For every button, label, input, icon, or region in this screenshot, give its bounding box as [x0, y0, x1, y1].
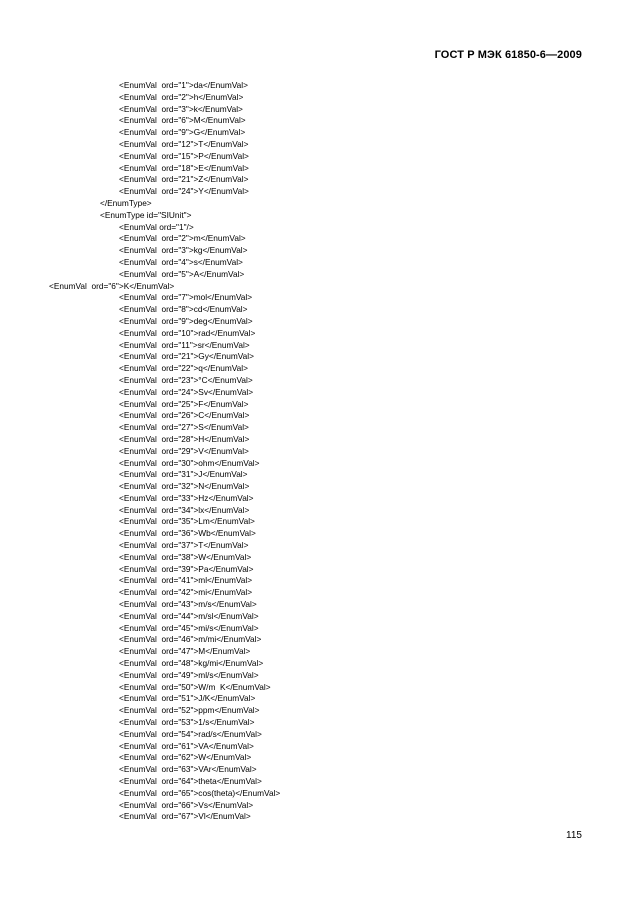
code-line: <EnumVal ord="27">S</EnumVal> [119, 422, 249, 433]
code-line: <EnumVal ord="45">mi/s</EnumVal> [119, 622, 259, 633]
xml-code-listing [0, 80, 630, 823]
code-line: </EnumType> [100, 197, 152, 208]
code-line: <EnumVal ord="44">m/sl</EnumVal> [119, 610, 259, 621]
code-line: <EnumVal ord="64">theta</EnumVal> [119, 776, 262, 787]
code-line: <EnumVal ord="38">W</EnumVal> [119, 551, 252, 562]
code-line: <EnumVal ord="4">s</EnumVal> [119, 256, 243, 267]
code-line: <EnumVal ord="24">Sv</EnumVal> [119, 386, 254, 397]
code-line: <EnumVal ord="9">deg</EnumVal> [119, 315, 253, 326]
code-line: <EnumVal ord="18">E</EnumVal> [119, 162, 249, 173]
code-line: <EnumVal ord="11">sr</EnumVal> [119, 339, 250, 350]
code-line: <EnumVal ord="15">P</EnumVal> [119, 150, 249, 161]
code-line: <EnumVal ord="25">F</EnumVal> [119, 398, 249, 409]
code-line: <EnumVal ord="10">rad</EnumVal> [119, 327, 256, 338]
code-line: <EnumVal ord="36">Wb</EnumVal> [119, 528, 256, 539]
code-line: <EnumVal ord="29">V</EnumVal> [119, 445, 249, 456]
code-line: <EnumVal ord="9">G</EnumVal> [119, 127, 246, 138]
code-line: <EnumVal ord="43">m/s</EnumVal> [119, 599, 257, 610]
code-line: <EnumVal ord="7">mol</EnumVal> [119, 292, 253, 303]
code-line: <EnumVal ord="47">M</EnumVal> [119, 646, 251, 657]
code-line: <EnumVal ord="12">T</EnumVal> [119, 138, 249, 149]
code-line: <EnumVal ord="52">ppm</EnumVal> [119, 705, 260, 716]
code-line: <EnumVal ord="51">J/K</EnumVal> [119, 693, 256, 704]
code-line: <EnumVal ord="6">K</EnumVal> [49, 280, 175, 291]
code-line: <EnumVal ord="1"/> [119, 221, 194, 232]
code-line: <EnumVal ord="24">Y</EnumVal> [119, 186, 249, 197]
code-line: <EnumVal ord="39">Pa</EnumVal> [119, 563, 254, 574]
code-line: <EnumVal ord="21">Gy</EnumVal> [119, 351, 254, 362]
code-line: <EnumVal ord="50">W/m K</EnumVal> [119, 681, 271, 692]
code-line: <EnumVal ord="35">Lm</EnumVal> [119, 516, 255, 527]
code-line: <EnumVal ord="42">mi</EnumVal> [119, 587, 253, 598]
code-line: <EnumVal ord="8">cd</EnumVal> [119, 304, 248, 315]
code-line: <EnumVal ord="3">k</EnumVal> [119, 103, 243, 114]
code-line: <EnumVal ord="65">cos(theta)</EnumVal> [119, 787, 281, 798]
code-line: <EnumVal ord="28">H</EnumVal> [119, 433, 250, 444]
code-line: <EnumVal ord="23">°C</EnumVal> [119, 374, 253, 385]
code-line: <EnumVal ord="67">Vl</EnumVal> [119, 811, 251, 822]
code-line: <EnumType id="SIUnit"> [100, 209, 192, 220]
code-line: <EnumVal ord="53">1/s</EnumVal> [119, 717, 255, 728]
page-number: 115 [566, 830, 582, 841]
code-line: <EnumVal ord="22">q</EnumVal> [119, 363, 248, 374]
code-line: <EnumVal ord="63">VAr</EnumVal> [119, 764, 257, 775]
code-line: <EnumVal ord="41">ml</EnumVal> [119, 575, 253, 586]
code-line: <EnumVal ord="5">A</EnumVal> [119, 268, 245, 279]
code-line: <EnumVal ord="62">W</EnumVal> [119, 752, 252, 763]
code-line: <EnumVal ord="1">da</EnumVal> [119, 80, 248, 90]
code-line: <EnumVal ord="48">kg/mi</EnumVal> [119, 658, 264, 669]
code-line: <EnumVal ord="31">J</EnumVal> [119, 469, 248, 480]
code-line: <EnumVal ord="46">m/mi</EnumVal> [119, 634, 262, 645]
code-line: <EnumVal ord="34">lx</EnumVal> [119, 504, 250, 515]
document-header: ГОСТ Р МЭК 61850-6—2009 [434, 49, 582, 61]
code-line: <EnumVal ord="49">ml/s</EnumVal> [119, 669, 259, 680]
code-line: <EnumVal ord="32">N</EnumVal> [119, 481, 250, 492]
code-line: <EnumVal ord="30">ohm</EnumVal> [119, 457, 260, 468]
code-line: <EnumVal ord="26">C</EnumVal> [119, 410, 250, 421]
code-line: <EnumVal ord="37">T</EnumVal> [119, 540, 249, 551]
code-line: <EnumVal ord="33">Hz</EnumVal> [119, 492, 254, 503]
code-line: <EnumVal ord="66">Vs</EnumVal> [119, 799, 254, 810]
code-line: <EnumVal ord="2">m</EnumVal> [119, 233, 246, 244]
code-line: <EnumVal ord="21">Z</EnumVal> [119, 174, 249, 185]
code-line: <EnumVal ord="3">kg</EnumVal> [119, 245, 248, 256]
code-line: <EnumVal ord="2">h</EnumVal> [119, 91, 244, 102]
code-line: <EnumVal ord="54">rad/s</EnumVal> [119, 728, 262, 739]
code-line: <EnumVal ord="6">M</EnumVal> [119, 115, 246, 126]
code-line: <EnumVal ord="61">VA</EnumVal> [119, 740, 254, 751]
